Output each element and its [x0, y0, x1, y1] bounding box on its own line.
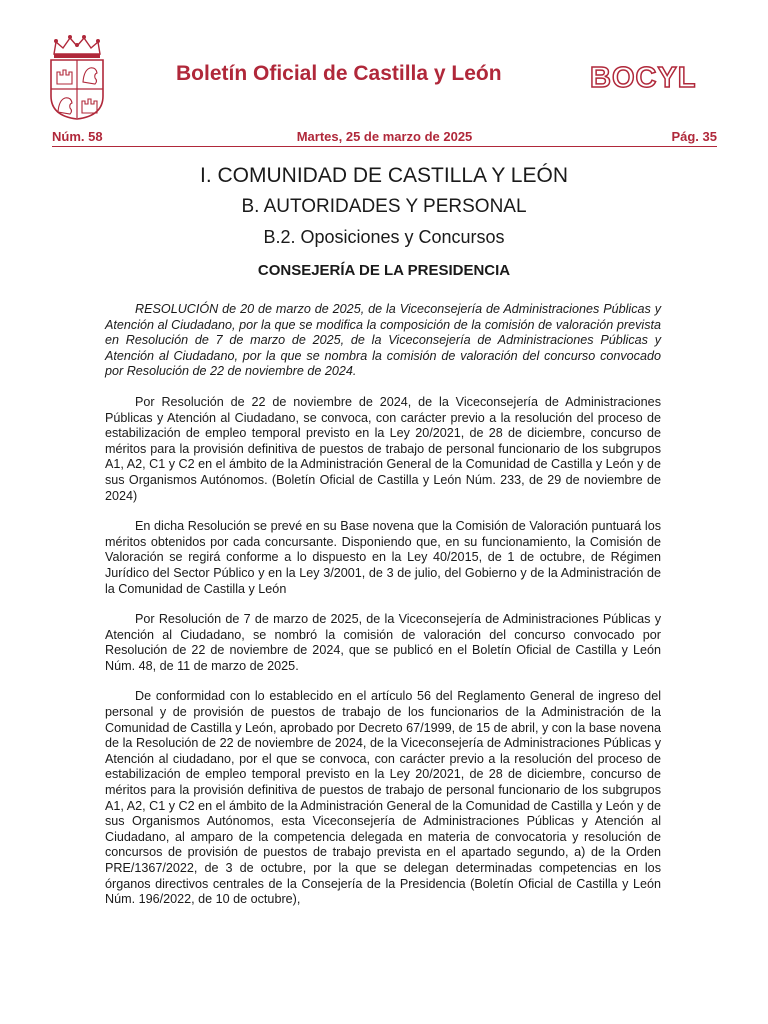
bocyl-logo: [590, 62, 720, 92]
body-paragraph: Por Resolución de 7 de marzo de 2025, de la Viceconsejería de Administraciones Públicas y Atención al Ciudadano, se nombró la comisión de valoración del concurso convocado por Resolución de 22 de noviembre de 2024, que se publicó en el Boletín Oficial de Castilla y León Núm. 48, de 11 de marzo de 2025.: [105, 612, 661, 673]
subsubsection-heading: B.2. Oposiciones y Concursos: [263, 227, 505, 247]
bulletin-title: Boletín Oficial de Castilla y León: [176, 62, 502, 85]
department-heading: CONSEJERÍA DE LA PRESIDENCIA: [257, 262, 511, 279]
document-body: [105, 302, 661, 923]
body-paragraph: De conformidad con lo establecido en el artículo 56 del Reglamento General de ingreso del personal y de provisión de puestos de trabajo de los funcionarios de la Administración de la Comunidad de Castilla y León, aprobado por Decreto 67/1999, de 15 de abril, y con la base novena de la Resolución de 22 de noviembre de 2024, de la Viceconsejería de Administraciones Públicas y Atención al ciudadano, por el que se convoca, con carácter previo a la resolución del proceso de estabilización de empleo temporal previsto en la Ley 20/2021, de 28 de diciembre, concurso de méritos para la provisión definitiva de puestos de trabajo de personal funcionario de los subgrupos A1, A2, C1 y C2 en el ámbito de la Administración General de la Comunidad de Castilla y León y de sus Organismos Autónomos, esta Viceconsejería de Administraciones Públicas y Atención al Ciudadano, al amparo de la competencia delegada en materia de convocatoria y resolución de concursos de provisión de puestos de trabajo prevista en el apartado segundo, a) de la Orden PRE/1367/2022, de 3 de octubre, por la que se delegan determinadas competencias en los órganos directivos centrales de la Consejería de la Presidencia (Boletín Oficial de Castilla y León Núm. 196/2022, de 10 de octubre),: [105, 689, 661, 907]
header-divider: [52, 146, 717, 147]
section-heading: I. COMUNIDAD DE CASTILLA Y LEÓN: [200, 164, 568, 187]
subsection-heading: B. AUTORIDADES Y PERSONAL: [241, 196, 527, 217]
body-paragraph: Por Resolución de 22 de noviembre de 2024, de la Viceconsejería de Administraciones Públicas y Atención al Ciudadano, se convoca, con carácter previo a la resolución del proceso de estabilización de empleo temporal previsto en la Ley 20/2021, de 28 de diciembre, concurso de méritos para la provisión definitiva de puestos de trabajo de personal funcionario de los subgrupos A1, A2, C1 y C2 en el ámbito de la Administración General de la Comunidad de Castilla y León y de sus Organismos Autónomos. (Boletín Oficial de Castilla y León Núm. 233, de 29 de noviembre de 2024): [105, 394, 661, 503]
issue-meta-row: [52, 129, 717, 145]
page-number: Pág. 35: [671, 129, 717, 144]
issue-number: Núm. 58: [52, 129, 103, 144]
body-paragraph: En dicha Resolución se prevé en su Base novena que la Comisión de Valoración puntuará los méritos obtenidos por cada concursante. Disponiendo que, en su funcionamiento, la Comisión de Valoración se regirá conforme a lo dispuesto en la Ley 40/2015, de 1 de octubre, de Régimen Jurídico del Sector Público y en la Ley 3/2001, de 3 de julio, del Gobierno y de la Administración de la Comunidad de Castilla y León: [105, 519, 661, 596]
issue-date: Martes, 25 de marzo de 2025: [296, 129, 473, 144]
resolution-title: RESOLUCIÓN de 20 de marzo de 2025, de la Viceconsejería de Administraciones Públicas y Atención al Ciudadano, por la que se modifica la composición de la comisión de valoración prevista en Resolución de 7 de marzo de 2025, de la Viceconsejería de Administraciones Públicas y Atención al Ciudadano, por la que se nombra la comisión de valoración del concurso convocado por Resolución de 22 de noviembre de 2024.: [105, 302, 661, 379]
coat-of-arms-icon: [48, 34, 106, 120]
bocyl-logo-text: BOCYL: [590, 62, 697, 92]
